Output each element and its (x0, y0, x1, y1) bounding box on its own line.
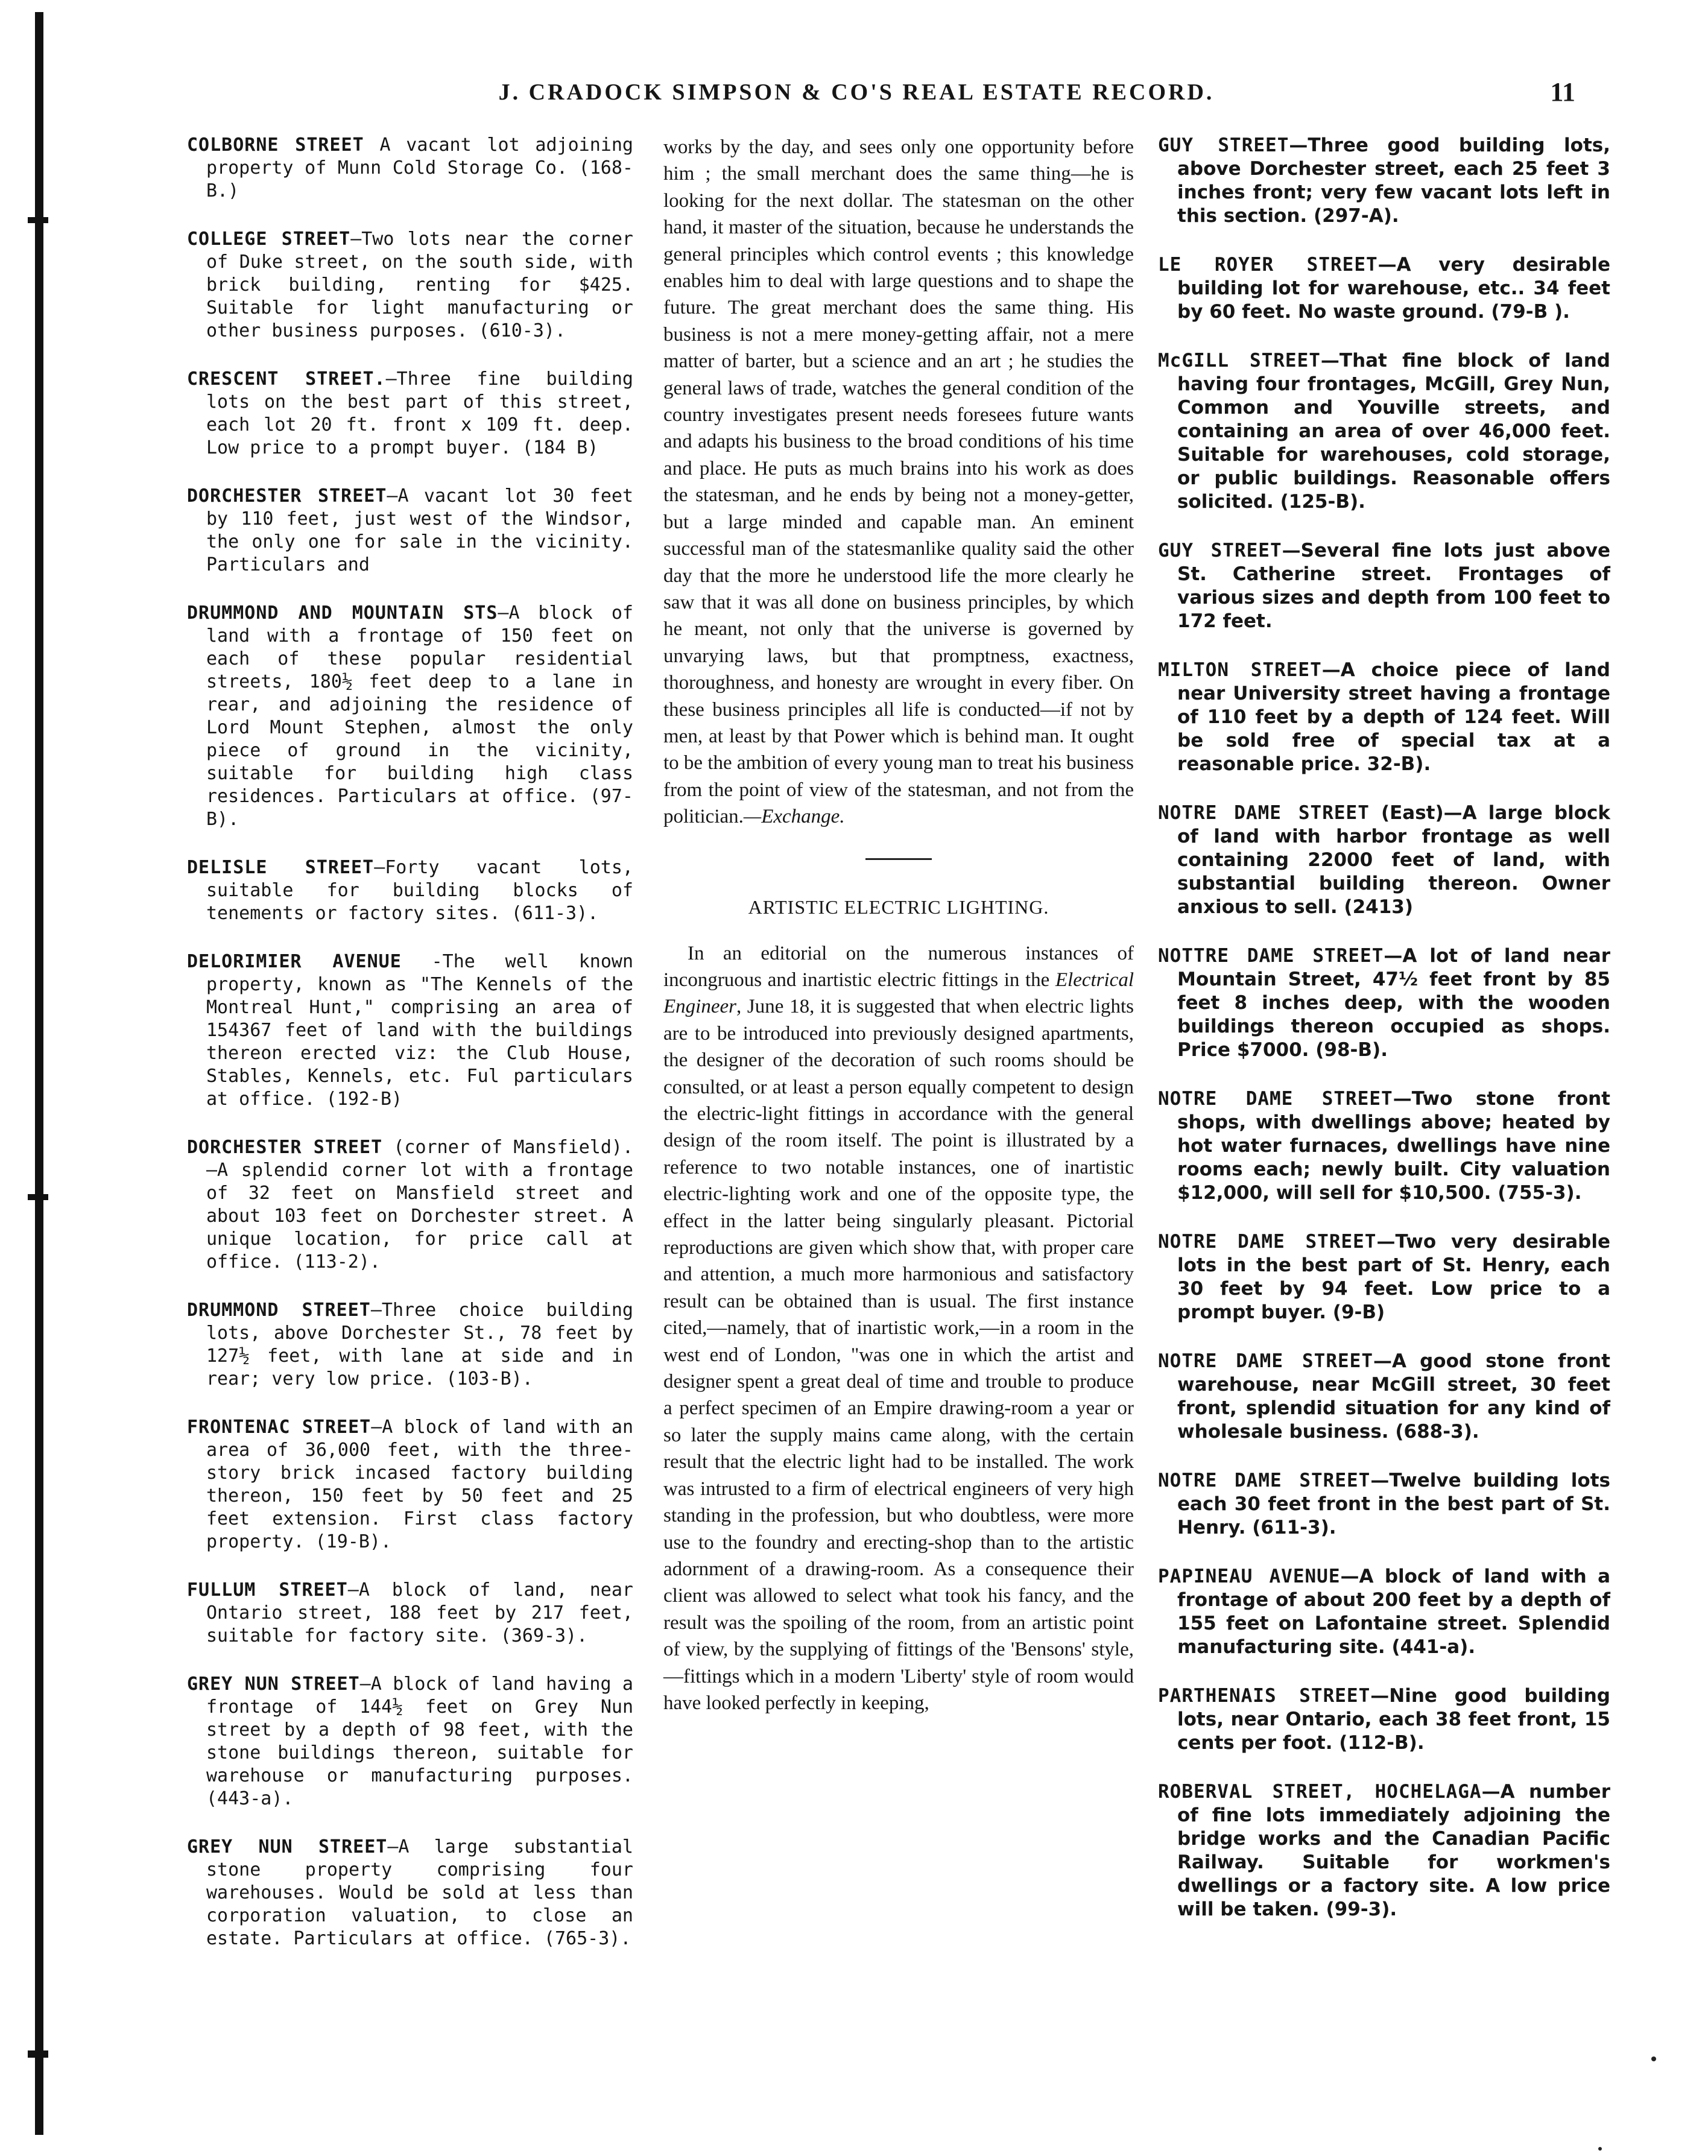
listing-street: PARTHENAIS STREET (1158, 1685, 1371, 1707)
journal-name: Electrical Engineer (663, 969, 1134, 1018)
listing-street: NOTRE DAME STREET (1158, 1088, 1393, 1110)
listing (187, 1299, 633, 1391)
listing-text: (corner of Mansfield).—A splendid corner lot with a frontage of 32 feet on Mansfield street and about 103 feet on Dorchester street. A unique location, for price call at office. (113-2). (206, 1137, 634, 1272)
listing-text: —Three choice building lots, above Dorchester St., 78 feet by 127½ feet, with lane at side and in rear; very low price. (103-B). (206, 1300, 633, 1389)
listing (187, 1579, 633, 1648)
listing-street: GUY STREET (1158, 540, 1282, 561)
listing-street: DORCHESTER STREET (187, 1137, 383, 1158)
listing (187, 1836, 633, 1950)
listing (187, 228, 633, 343)
listing-text: —Several fine lots just above St. Catherine street. Frontages of various sizes and depth from 100 feet to 172 feet. (1177, 540, 1610, 632)
listing-text: —Two lots near the corner of Duke street, on the south side, with brick building, renting for $425. Suitable for light manufacturing or other business purposes. (610-3). (206, 229, 633, 341)
right-column (1158, 134, 1610, 1947)
listing (1158, 1350, 1610, 1444)
article-source: —Exchange. (743, 806, 845, 828)
listing-text: —Twelve building lots each 30 feet front in the best part of St. Henry. (611-3). (1177, 1470, 1610, 1538)
print-speck (1598, 2147, 1602, 2151)
listing-street: GREY NUN STREET (187, 1836, 388, 1857)
listing-text: —A large substantial stone property comprising four warehouses. Would be sold at less than corporation valuation, to close an estate. Particulars at office. (765-3). (206, 1836, 633, 1949)
listing (1158, 539, 1610, 633)
listing-street: COLBORNE STREET (187, 134, 364, 156)
listing (1158, 134, 1610, 228)
binding-edge-mark (28, 217, 48, 223)
listing-text: —A lot of land near Mountain Street, 47½ feet front by 85 feet 8 inches deep, with the wooden buildings thereon occupied as shops. Price $7000. (98-B). (1177, 945, 1611, 1061)
listing-text: —Forty vacant lots, suitable for building blocks of tenements or factory sites. (611-3). (206, 857, 633, 924)
listing-text: —A block of land with an area of 36,000 feet, with the three-story brick incased factory building thereon, 150 feet by 50 feet and 25 feet extension. First class factory property. (19-B). (206, 1417, 634, 1552)
listing-text: —A block of land with a frontage of about 200 feet by a depth of 155 feet on Lafontaine street. Splendid manufacturing site. (441-a). (1177, 1566, 1610, 1658)
listing-text: (East)—A large block of land with harbor frontage as well containing 22000 feet of land, with substantial building thereon. Owner anxious to sell. (2413) (1177, 802, 1610, 918)
listing-street: DELISLE STREET (187, 857, 375, 878)
continued-article (663, 134, 1134, 830)
article-title: ARTISTIC ELECTRIC LIGHTING. (748, 896, 1049, 918)
listing-text: —Two stone front shops, with dwellings above; heated by hot water furnaces, dwellings have nine rooms each; newly built. City valuation $12,000, will sell for $10,500. (755-3). (1177, 1088, 1611, 1204)
listing-text: A vacant lot adjoining property of Munn Cold Storage Co. (168-B.) (206, 134, 633, 201)
listing-text: —A very desirable building lot for warehouse, etc.. 34 feet by 60 feet. No waste ground. (79-B ). (1177, 254, 1610, 323)
listing-street: MILTON STREET (1158, 659, 1322, 681)
listing-text: —A vacant lot 30 feet by 110 feet, just west of the Windsor, the only one for sale in the vicinity. Particulars and (206, 485, 634, 575)
listing (1158, 944, 1610, 1062)
listing (1158, 1780, 1610, 1921)
listing (1158, 801, 1610, 919)
listing-street: FRONTENAC STREET (187, 1417, 372, 1438)
listing-text: —Three fine building lots on the best part of this street, each lot 20 ft. front x 109 ft. deep. Low price to a prompt buyer. (184 B) (206, 368, 633, 458)
listing (1158, 1469, 1610, 1540)
listing (187, 1136, 633, 1274)
print-speck (1651, 2056, 1656, 2061)
listing-text: —A block of land, near Ontario street, 188 feet by 217 feet, suitable for factory site. (369-3). (206, 1579, 633, 1646)
listing-street: DELORIMIER AVENUE (187, 951, 402, 972)
listing-text: —A block of land having a frontage of 144½ feet on Grey Nun street by a depth of 98 feet, with the stone buildings thereon, suitable for warehouse or manufacturing purposes. (443-a). (206, 1674, 633, 1809)
left-column (187, 134, 633, 1976)
listing-street: FULLUM STREET (187, 1579, 348, 1601)
page-header (121, 71, 1592, 113)
listing-street: GREY NUN STREET (187, 1674, 360, 1695)
listing-text: —A number of fine lots immediately adjoining the bridge works and the Canadian Pacific Railway. Suitable for workmen's dwellings or a factory site. A low price will be taken. (99-3). (1177, 1781, 1610, 1920)
listing (1158, 349, 1610, 514)
listing-street: ROBERVAL STREET, HOCHELAGA (1158, 1781, 1482, 1803)
section-divider (865, 858, 932, 860)
listing (1158, 1684, 1610, 1755)
listing-text: —Nine good building lots, near Ontario, each 38 feet front, 15 cents per foot. (112-B). (1177, 1685, 1610, 1754)
listing-street: DORCHESTER STREET (187, 485, 387, 507)
listing (1158, 253, 1610, 324)
listing (1158, 1087, 1610, 1205)
listing (187, 1673, 633, 1810)
listing (187, 856, 633, 925)
article-body-text: , June 18, it is suggested that when electric lights are to be introduced into previously designed apartments, the designer of the decoration of such rooms should be consulted, or at least a person equally competent to design the electric-light fittings in accordance with the general design of the room itself. The point is illustrated by a reference to two notable instances, one of inartistic electric-lighting work and one of the opposite type, the effect in the latter being singularly pleasant. Pictorial reproductions are given which show that, with proper care and attention, a much more harmonious and satisfactory result can be obtained than is usual. The first instance cited,—namely, that of inartistic work,—in a room in the west end of London, "was one in which the artist and designer spent a great deal of time and trouble to produce a perfect specimen of an Empire drawing-room a year or so later the supply mains came along, with the certain result that the electric light had to be installed. The work was intrusted to a firm of electrical engineers of very high standing in the profession, but who doubtless, were more use to the foundry and erecting-shop than to the artistic adornment of a drawing-room. As a consequence their client was allowed to select what took his fancy, and the result was the spoiling of the room, from an artistic point of view, by the supplying of fittings of the 'Bensons' style,—fittings which in a modern 'Liberty' style of room would have looked perfectly in keeping, (663, 996, 1134, 1714)
listing (1158, 659, 1610, 776)
article-body (663, 940, 1134, 1717)
listing-street: NOTRE DAME STREET (1158, 1231, 1377, 1253)
middle-column (663, 134, 1134, 1716)
listing-street: McGILL STREET (1158, 350, 1321, 371)
listing-street: LE ROYER STREET (1158, 254, 1378, 276)
listing-text: —That fine block of land having four frontages, McGill, Grey Nun, Common and Youville streets, and containing an area of over 46,000 feet. Suitable for warehouses, cold storage, or public buildings. Reasonable offers solicited. (125-B). (1177, 350, 1610, 513)
listing (187, 485, 633, 577)
listing-street: DRUMMOND STREET (187, 1300, 371, 1321)
listing (187, 368, 633, 460)
listing-street: NOTRE DAME STREET (1158, 1470, 1371, 1491)
listing (187, 1416, 633, 1554)
listing-text: —A choice piece of land near University street having a frontage of 110 feet by a depth of 124 feet. Will be sold free of special tax at a reasonable price. 32-B). (1177, 659, 1610, 775)
article-intro: In an editorial on the numerous instances of incongruous and inartistic electric fittings in the (663, 942, 1134, 991)
listing-text: —A good stone front warehouse, near McGill street, 30 feet front, splendid situation for any kind of wholesale business. (688-3). (1177, 1350, 1611, 1443)
binding-edge-mark (28, 1194, 48, 1200)
listing (187, 602, 633, 831)
listing (187, 950, 633, 1111)
listing-street: COLLEGE STREET (187, 229, 351, 250)
binding-edge-rule (35, 12, 43, 2135)
listing (187, 134, 633, 203)
listing-street: GUY STREET (1158, 134, 1289, 156)
listing-street: CRESCENT STREET. (187, 368, 386, 390)
listing-text: —Three good building lots, above Dorchester street, each 25 feet 3 inches front; very few vacant lots left in this section. (297-A). (1177, 134, 1610, 227)
listing-text: —Two very desirable lots in the best part of St. Henry, each 30 feet by 94 feet. Low price to a prompt buyer. (9-B) (1177, 1231, 1610, 1323)
listing-street: NOTTRE DAME STREET (1158, 945, 1384, 967)
continued-article-text: works by the day, and sees only one opportunity before him ; the small merchant does the same thing—he is looking for the next dollar. The statesman on the other hand, it master of the situation, because he understands the general principles which control events ; this knowledge enables him to deal with large questions and to shape the future. The great merchant does the same thing. His business is not a mere money-getting affair, not a mere matter of barter, but a science and an art ; he studies the general laws of trade, watches the general condition of the country investigates present needs foresees future wants and adapts his business to the broad conditions of his time and place. He puts as much brains into his work as does the statesman, and he ends by being not a money-getter, but a large minded and capable man. An eminent successful man of the statesmanlike quality said the other day that the more he understood life the more clearly he saw that it was all done on business principles, by which he meant, not only that the universe is governed by unvarying laws, but that promptness, exactness, thoroughness, and honesty are wrought in every fiber. On these business principles all life is conducted—if not by men, at least by that Power which is behind man. It ought to be the ambition of every young man to treat his business from the point of view of the statesman, and not from the politician. (663, 136, 1134, 828)
listing-street: DRUMMOND AND MOUNTAIN STS (187, 602, 498, 624)
page-number: 11 (1550, 77, 1575, 107)
running-title: J. CRADOCK SIMPSON & CO'S REAL ESTATE RECORD. (498, 80, 1215, 105)
listing-text: -The well known property, known as "The Kennels of the Montreal Hunt," comprising an area of 154367 feet of land with the buildings thereon erected viz: the Club House, Stables, Kennels, etc. Ful particulars at office. (192-B) (206, 951, 634, 1110)
listing-street: NOTRE DAME STREET (1158, 802, 1370, 824)
listing-street: NOTRE DAME STREET (1158, 1350, 1373, 1372)
listing (1158, 1230, 1610, 1324)
listing-text: —A block of land with a frontage of 150 feet on each of these popular residential streets, 180½ feet deep to a lane in rear, and adjoining the residence of Lord Mount Stephen, almost the only piece of ground in the vicinity, suitable for building high class residences. Particulars at office. (97-B). (206, 602, 633, 830)
listing (1158, 1565, 1610, 1659)
binding-edge-mark (28, 2050, 48, 2058)
listing-street: PAPINEAU AVENUE (1158, 1566, 1341, 1587)
